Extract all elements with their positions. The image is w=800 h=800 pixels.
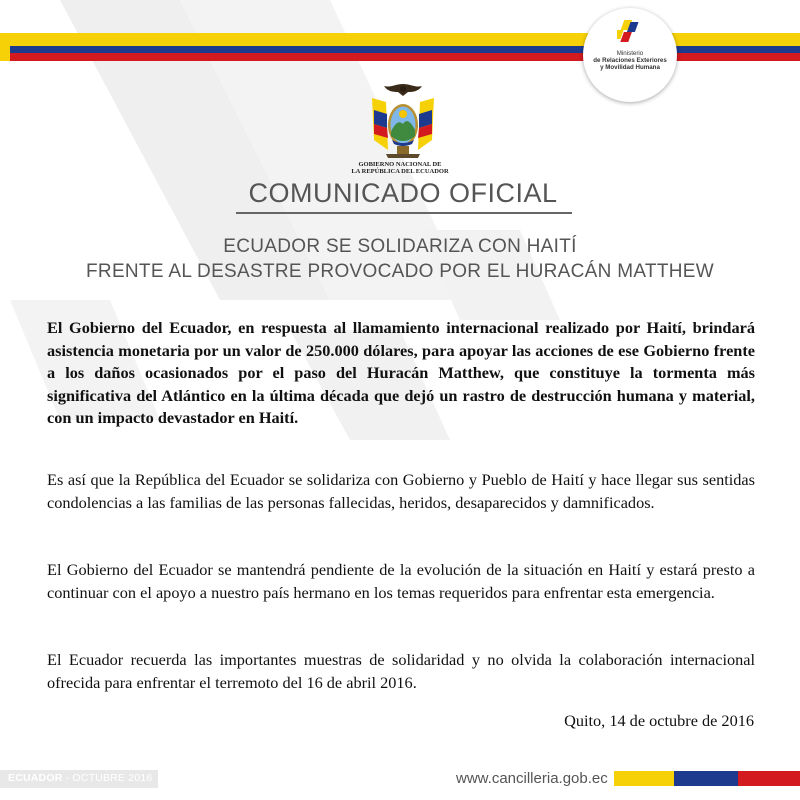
subtitle-line-2: FRENTE AL DESASTRE PROVOCADO POR EL HURACÁN MATTHEW [86,261,714,282]
coat-caption-2: LA REPÚBLICA DEL ECUADOR [351,168,449,175]
footer-period: - OCTUBRE 2016 [62,772,153,784]
footer-website-link[interactable]: www.cancilleria.gob.ec [456,770,608,787]
subtitle-line-1: ECUADOR SE SOLIDARIZA CON HAITÍ [223,236,577,257]
coat-caption-1: GOBIERNO NACIONAL DE [358,161,442,168]
ministry-line-2: de Relaciones Exteriores [593,57,667,64]
paragraph-1: El Gobierno del Ecuador, en respuesta al llamamiento internacional realizado por Haití, brindará asistencia monetaria por un valor de 250.000 dólares, para apoyar las acciones de ese Gobierno frente a los daños ocasionados por el paso del Huracán Matthew, que constituye la tormenta más significativa del Atlántico en la última década que dejó un rastro de destrucción humana y material, con un impacto devastador en Haití. [47,318,755,427]
document-date: Quito, 14 de octubre de 2016 [564,711,754,730]
ministry-line-3: y Movilidad Humana [600,64,660,71]
footer-bar-red [738,771,800,786]
document-title: COMUNICADO OFICIAL [248,178,558,208]
footer-country: ECUADOR [8,772,63,784]
footer-bar-yellow [614,771,674,786]
title-underline [236,212,572,214]
footer-date-banner [0,770,158,788]
ministry-line-1: Ministerio [616,50,644,57]
paragraph-4: El Ecuador recuerda las importantes muestras de solidaridad y no olvida la colaboración internacional ofrecida para enfrentar el terremoto del 16 de abril 2016. [47,650,755,692]
ministry-badge [583,8,677,102]
paragraph-2: Es así que la República del Ecuador se solidariza con Gobierno y Pueblo de Haití y hace llegar sus sentidas condolencias a las familias de las personas fallecidas, heridos, desaparecidos y damnificados. [47,470,755,512]
footer-bar-blue [674,771,738,786]
ecuador-coat-of-arms-icon [366,80,440,162]
paragraph-3: El Gobierno del Ecuador se mantendrá pendiente de la evolución de la situación en Haití y estará presto a continuar con el apoyo a nuestro país hermano en los temas requeridos para enfrentar esta emergencia. [47,560,755,602]
ministry-chevrons-icon [617,18,645,46]
